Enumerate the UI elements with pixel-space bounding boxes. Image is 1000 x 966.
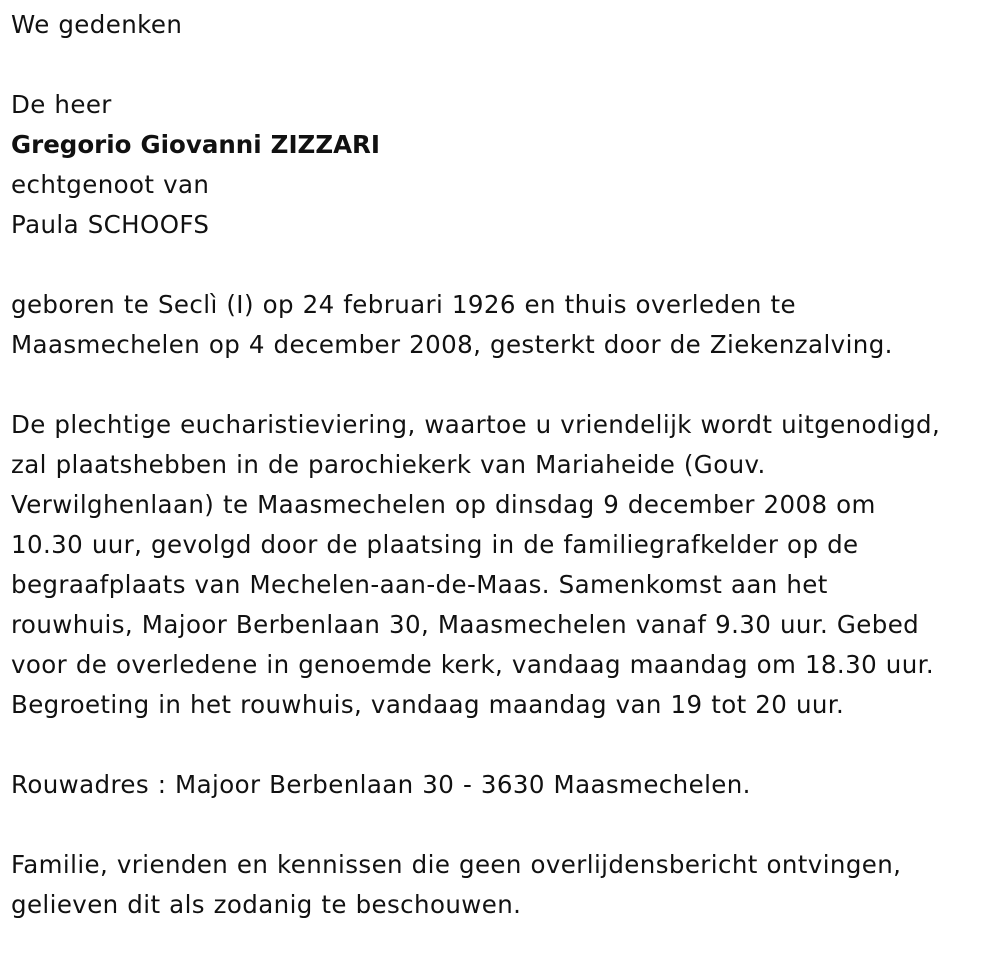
relation-line: echtgenoot van [11, 170, 210, 199]
paragraph-line: geboren te Seclì (I) op 24 februari 1926 en thuis overleden te [11, 290, 796, 319]
spacer [11, 725, 996, 765]
paragraph-line: Begroeting in het rouwhuis, vandaag maandag van 19 tot 20 uur. [11, 690, 845, 719]
spouse-name: Paula SCHOOFS [11, 210, 210, 239]
title-prefix: De heer [11, 90, 112, 119]
birth-death-paragraph [11, 285, 996, 365]
paragraph-line: zal plaatshebben in de parochiekerk van Mariaheide (Gouv. [11, 450, 766, 479]
spacer [11, 805, 996, 845]
address-line: Rouwadres : Majoor Berbenlaan 30 - 3630 Maasmechelen. [11, 770, 751, 799]
paragraph-line: Familie, vrienden en kennissen die geen overlijdensbericht ontvingen, [11, 850, 902, 879]
paragraph-line: rouwhuis, Majoor Berbenlaan 30, Maasmechelen vanaf 9.30 uur. Gebed [11, 610, 920, 639]
paragraph-line: 10.30 uur, gevolgd door de plaatsing in de familiegrafkelder op de [11, 530, 859, 559]
paragraph-line: De plechtige eucharistieviering, waartoe u vriendelijk wordt uitgenodigd, [11, 410, 941, 439]
deceased-name: Gregorio Giovanni ZIZZARI [11, 130, 381, 159]
paragraph-line: Verwilghenlaan) te Maasmechelen op dinsdag 9 december 2008 om [11, 490, 876, 519]
paragraph-line: Maasmechelen op 4 december 2008, gesterkt door de Ziekenzalving. [11, 330, 893, 359]
paragraph-line: begraafplaats van Mechelen-aan-de-Maas. Samenkomst aan het [11, 570, 828, 599]
closing-paragraph [11, 845, 996, 925]
spacer [11, 245, 996, 285]
intro-line: We gedenken [11, 10, 183, 39]
spacer [11, 45, 996, 85]
ceremony-paragraph [11, 405, 996, 725]
obituary-document [11, 5, 996, 925]
paragraph-line: voor de overledene in genoemde kerk, vandaag maandag om 18.30 uur. [11, 650, 935, 679]
paragraph-line: gelieven dit als zodanig te beschouwen. [11, 890, 522, 919]
spacer [11, 365, 996, 405]
